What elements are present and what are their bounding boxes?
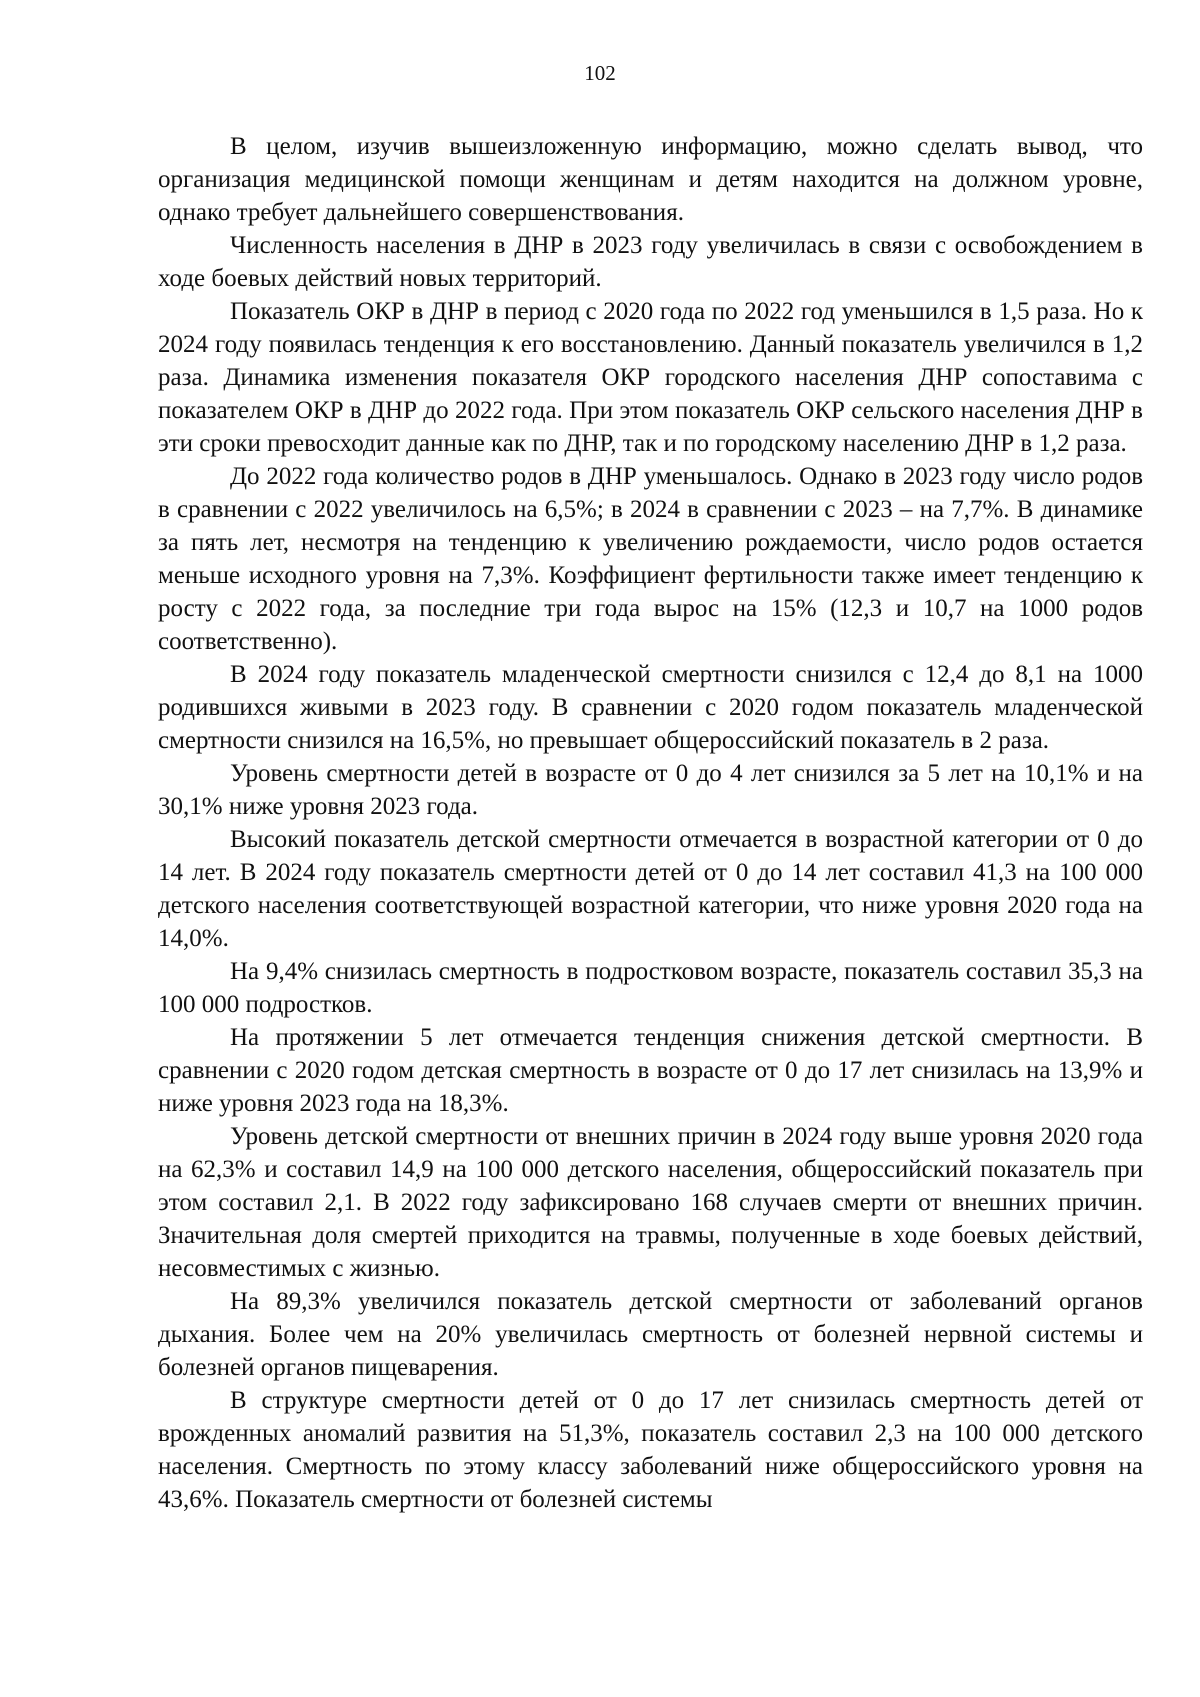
paragraph: На протяжении 5 лет отмечается тенденция снижения детской смертности. В сравнении с 2020 годом детская смертность в возрасте от 0 до 17 лет снизилась на 13,9% и ниже уровня 2023 года на 18,3%. bbox=[158, 1024, 1143, 1117]
paragraph: До 2022 года количество родов в ДНР уменьшалось. Однако в 2023 году число родов в сравнении с 2022 увеличилось на 6,5%; в 2024 в сравнении с 2023 – на 7,7%. В динамике за пять лет, несмотря на тенденцию к увеличению рождаемости, число родов остается меньше исходного уровня на 7,3%. Коэффициент фертильности также имеет тенденцию к росту с 2022 года, за последние три года вырос на 15% (12,3 и 10,7 на 1000 родов соответственно). bbox=[158, 463, 1143, 655]
paragraph: В структуре смертности детей от 0 до 17 лет снизилась смертность детей от врожденных аномалий развития на 51,3%, показатель составил 2,3 на 100 000 детского населения. Смертность по этому классу заболеваний ниже общероссийского уровня на 43,6%. Показатель смертности от болезней системы bbox=[158, 1387, 1143, 1513]
paragraph: На 9,4% снизилась смертность в подростковом возрасте, показатель составил 35,3 на 100 000 подростков. bbox=[158, 958, 1143, 1018]
paragraph: На 89,3% увеличился показатель детской смертности от заболеваний органов дыхания. Более чем на 20% увеличилась смертность от болезней нервной системы и болезней органов пищеварения. bbox=[158, 1288, 1143, 1381]
paragraph: В 2024 году показатель младенческой смертности снизился с 12,4 до 8,1 на 1000 родившихся живыми в 2023 году. В сравнении с 2020 годом показатель младенческой смертности снизился на 16,5%, но превышает общероссийский показатель в 2 раза. bbox=[158, 661, 1143, 754]
paragraph: Уровень смертности детей в возрасте от 0 до 4 лет снизился за 5 лет на 10,1% и на 30,1% ниже уровня 2023 года. bbox=[158, 760, 1143, 820]
paragraph: Показатель ОКР в ДНР в период с 2020 года по 2022 год уменьшился в 1,5 раза. Но к 2024 году появилась тенденция к его восстановлению. Данный показатель увеличился в 1,2 раза. Динамика изменения показателя ОКР городского населения ДНР сопоставима с показателем ОКР в ДНР до 2022 года. При этом показатель ОКР сельского населения ДНР в эти сроки превосходит данные как по ДНР, так и по городскому населению ДНР в 1,2 раза. bbox=[158, 298, 1143, 457]
page-number: 102 bbox=[584, 61, 616, 85]
paragraph: Уровень детской смертности от внешних причин в 2024 году выше уровня 2020 года на 62,3% и составил 14,9 на 100 000 детского населения, общероссийский показатель при этом составил 2,1. В 2022 году зафиксировано 168 случаев смерти от внешних причин. Значительная доля смертей приходится на травмы, полученные в ходе боевых действий, несовместимых с жизнью. bbox=[158, 1123, 1143, 1282]
paragraph: В целом, изучив вышеизложенную информацию, можно сделать вывод, что организация медицинской помощи женщинам и детям находится на должном уровне, однако требует дальнейшего совершенствования. bbox=[158, 133, 1143, 226]
paragraph: Высокий показатель детской смертности отмечается в возрастной категории от 0 до 14 лет. В 2024 году показатель смертности детей от 0 до 14 лет составил 41,3 на 100 000 детского населения соответствующей возрастной категории, что ниже уровня 2020 года на 14,0%. bbox=[158, 826, 1143, 952]
paragraph: Численность населения в ДНР в 2023 году увеличилась в связи с освобождением в ходе боевых действий новых территорий. bbox=[158, 232, 1143, 292]
document-body bbox=[158, 130, 1143, 1516]
